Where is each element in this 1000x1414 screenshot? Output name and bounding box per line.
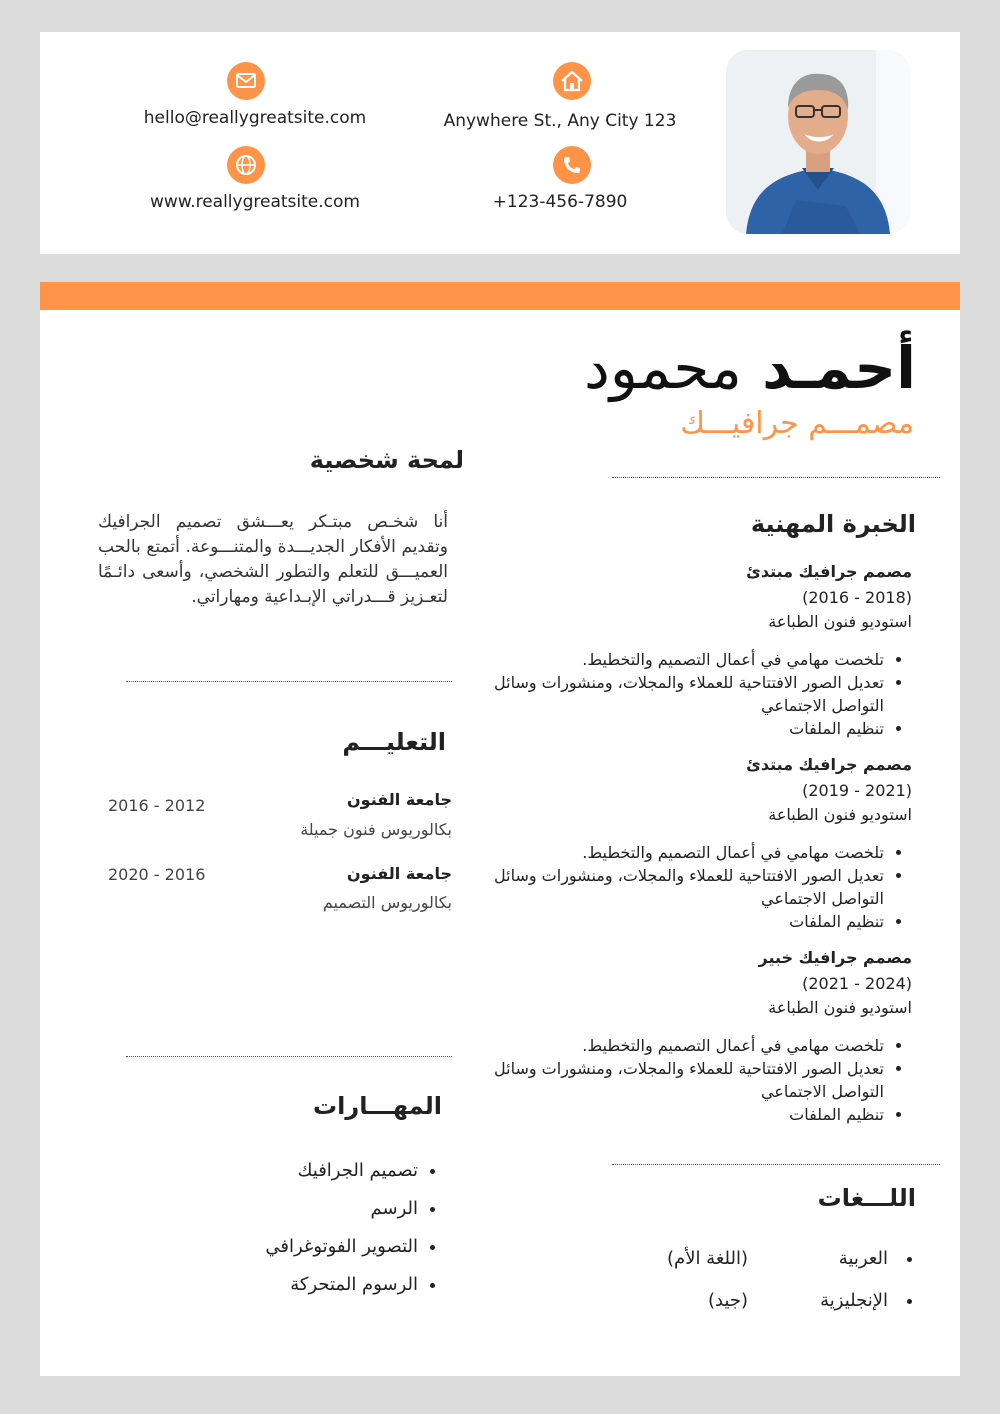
globe-icon: [227, 146, 265, 184]
profile-photo: [726, 50, 910, 234]
language-name: الإنجليزية: [820, 1290, 888, 1311]
experience-role: مصمم جرافيك خبير: [758, 948, 912, 967]
experience-years: (2021 - 2019): [802, 781, 912, 800]
experience-duties: [492, 841, 912, 933]
duty-item: • تلخصت مهامي في أعمال التصميم والتخطيط.: [492, 1034, 884, 1057]
duty-item: • تنظيم الملفات: [492, 910, 884, 933]
skill-item: • الرسم: [265, 1190, 418, 1228]
experience-duties: [492, 1034, 912, 1126]
divider: [612, 1164, 940, 1165]
profile-text: أنا شخـص مبتـكر يعـــشق تصميم الجرافيك وتقديم الأفكار الجديـــدة والمتنـــوعة. أتمتع بالحب العميـــق للتعلم والتطور الشخصي، وأسعى دائـمًا لتعـزيز قـــدراتي الإبـداعية ومهاراتي.: [98, 512, 448, 607]
experience-role: مصمم جرافيك مبتدئ: [746, 562, 912, 581]
skills-heading: المهـــارات: [313, 1092, 442, 1120]
job-title: مصمـــم جرافيـــك: [680, 406, 914, 441]
education-degree: بكالوريوس التصميم: [322, 893, 452, 912]
divider: [126, 1056, 452, 1057]
experience-years: (2018 - 2016): [802, 588, 912, 607]
last-name: محمود: [584, 334, 742, 402]
divider: [126, 681, 452, 682]
home-icon: [553, 62, 591, 100]
education-heading: التعليـــم: [342, 728, 446, 756]
experience-item: [492, 562, 912, 740]
contact-email[interactable]: hello@reallygreatsite.com: [143, 108, 367, 128]
phone-icon: [553, 146, 591, 184]
education-degree: بكالوريوس فنون جميلة: [300, 820, 452, 839]
duty-item: • تعديل الصور الافتتاحية للعملاء والمجلات، ومنشورات وسائل التواصل الاجتماعي: [492, 864, 884, 910]
accent-bar: [40, 282, 960, 310]
experience-duties: [492, 648, 912, 740]
contact-website[interactable]: www.reallygreatsite.com: [150, 192, 360, 212]
language-name: العربية: [838, 1248, 888, 1269]
education-school: جامعة الفنون: [347, 790, 452, 809]
duty-item: • تعديل الصور الافتتاحية للعملاء والمجلات، ومنشورات وسائل التواصل الاجتماعي: [492, 671, 884, 717]
contact-card: [40, 32, 960, 254]
duty-item: • تعديل الصور الافتتاحية للعملاء والمجلات، ومنشورات وسائل التواصل الاجتماعي: [492, 1057, 884, 1103]
resume-card: [40, 282, 960, 1376]
first-name: أحمـد: [762, 334, 916, 402]
experience-company: استوديو فنون الطباعة: [768, 612, 912, 631]
experience-company: استوديو فنون الطباعة: [768, 998, 912, 1017]
duty-item: • تنظيم الملفات: [492, 717, 884, 740]
duty-item: • تلخصت مهامي في أعمال التصميم والتخطيط.: [492, 841, 884, 864]
skill-item: • الرسوم المتحركة: [265, 1266, 418, 1304]
experience-years: (2024 - 2021): [802, 974, 912, 993]
experience-item: [492, 948, 912, 1126]
profile-heading: لمحة شخصية: [309, 446, 464, 474]
full-name: [584, 334, 916, 402]
language-level: (جيد): [707, 1290, 748, 1311]
experience-heading: الخبرة المهنية: [750, 510, 916, 538]
contact-address: Anywhere St., Any City 123: [443, 111, 677, 131]
skill-item: • تصميم الجرافيك: [265, 1152, 418, 1190]
language-level: (اللغة الأم): [667, 1248, 748, 1269]
divider: [612, 477, 940, 478]
skills-list: [265, 1152, 446, 1304]
skill-item: • التصوير الفوتوغرافي: [265, 1228, 418, 1266]
experience-company: استوديو فنون الطباعة: [768, 805, 912, 824]
experience-role: مصمم جرافيك مبتدئ: [746, 755, 912, 774]
education-years: 2020 - 2016: [108, 865, 206, 884]
languages-heading: اللـــغات: [817, 1184, 916, 1212]
education-years: 2016 - 2012: [108, 796, 206, 815]
education-school: جامعة الفنون: [347, 864, 452, 883]
email-icon: [227, 62, 265, 100]
contact-phone[interactable]: +123-456-7890: [492, 192, 628, 212]
duty-item: • تنظيم الملفات: [492, 1103, 884, 1126]
duty-item: • تلخصت مهامي في أعمال التصميم والتخطيط.: [492, 648, 884, 671]
experience-item: [492, 755, 912, 933]
